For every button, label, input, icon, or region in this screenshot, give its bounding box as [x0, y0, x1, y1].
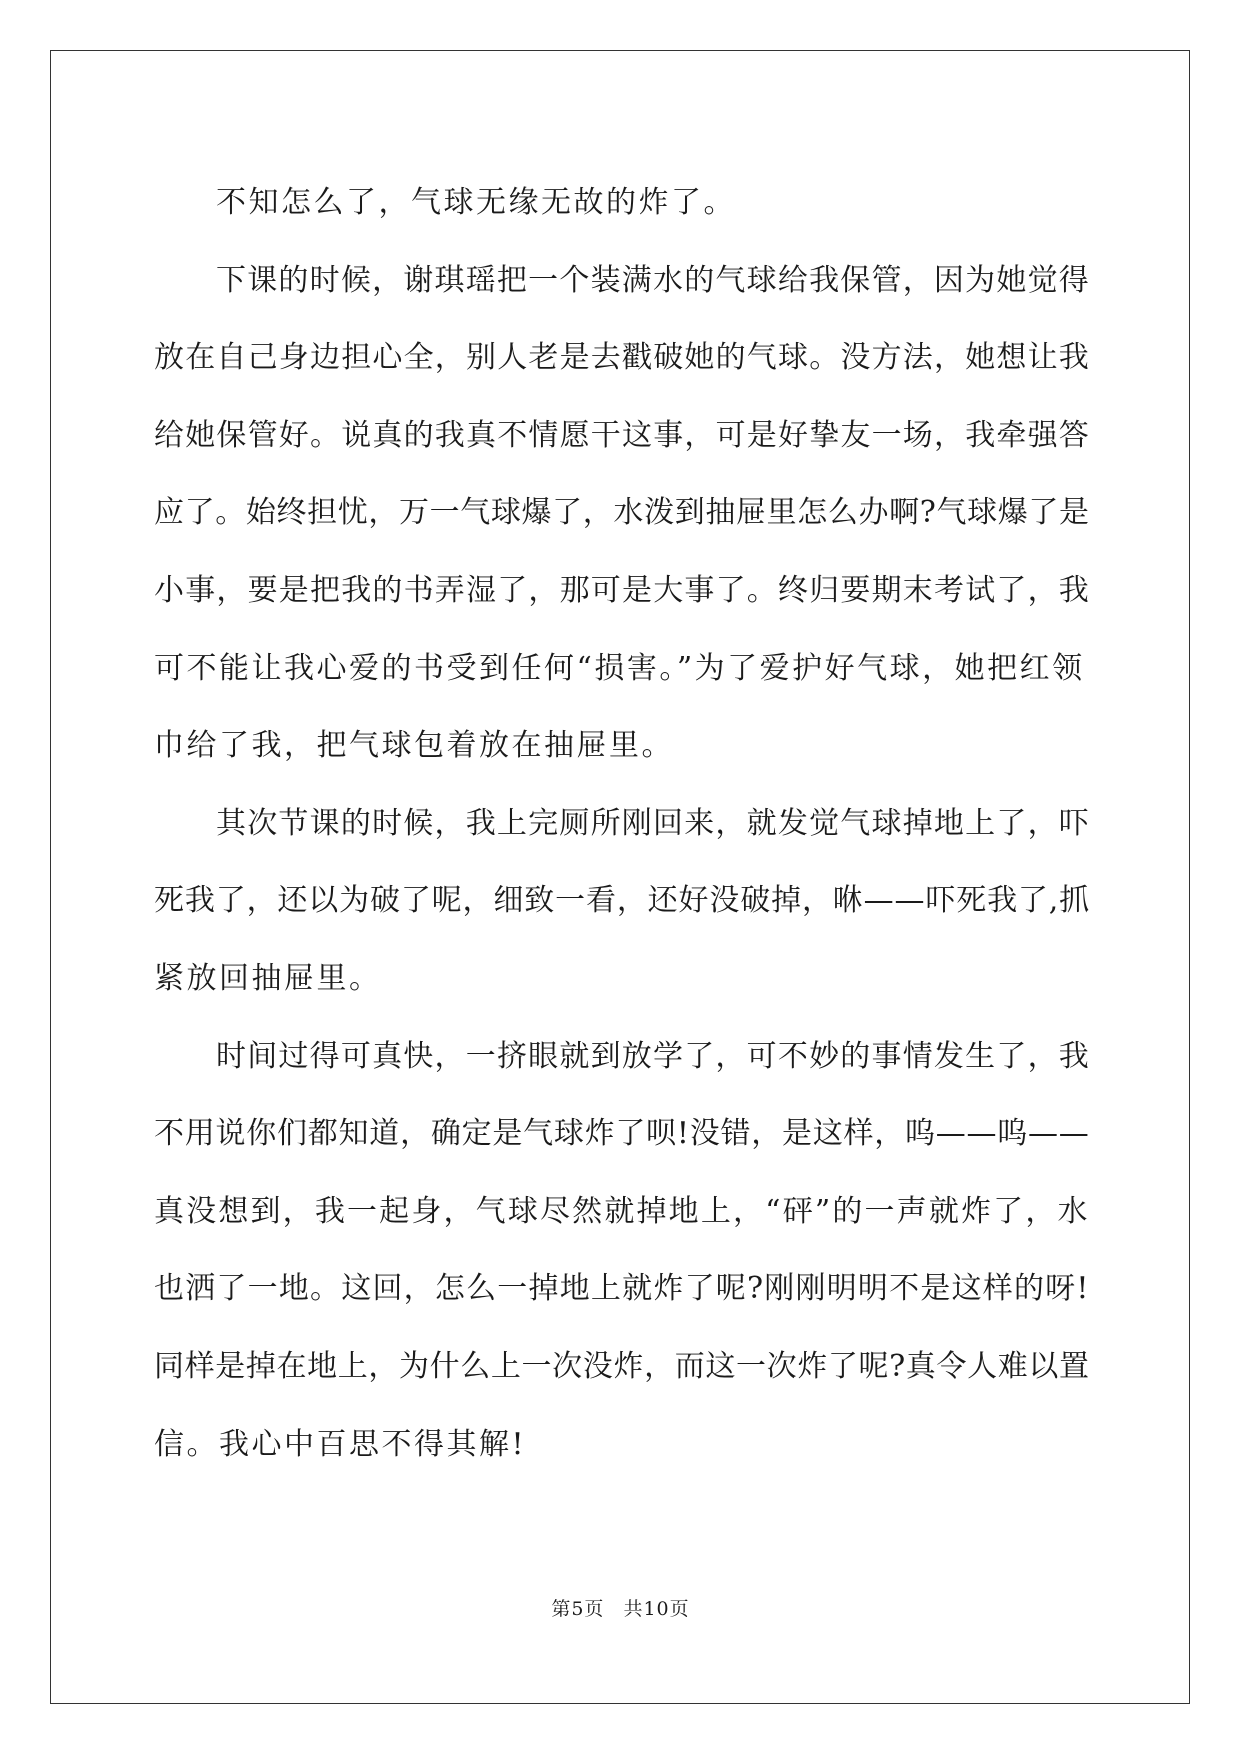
text-line: 应了。始终担忧，万一气球爆了，水泼到抽屉里怎么办啊?气球爆了是: [154, 495, 1090, 531]
text-line: 紧放回抽屉里。: [154, 960, 382, 996]
text-line: 下课的时候，谢琪瑶把一个装满水的气球给我保管，因为她觉得: [216, 262, 1090, 298]
text-line: 真没想到，我一起身，气球尽然就掉地上，“砰”的一声就炸了，水: [154, 1193, 1090, 1229]
document-body: [154, 164, 1090, 1483]
text-line: 给她保管好。说真的我真不情愿干这事，可是好挚友一场，我牵强答: [154, 417, 1090, 453]
text-line: 不知怎么了，气球无缘无故的炸了。: [216, 185, 736, 220]
text-line: 巾给了我，把气球包着放在抽屉里。: [154, 728, 674, 764]
paragraph-1: [154, 164, 1090, 242]
text-line: 同样是掉在地上，为什么上一次没炸，而这一次炸了呢?真令人难以置: [154, 1348, 1090, 1384]
paragraph-3: [154, 785, 1090, 1018]
text-line: 小事，要是把我的书弄湿了，那可是大事了。终归要期末考试了，我: [154, 572, 1090, 608]
text-line: 不用说你们都知道，确定是气球炸了呗!没错，是这样，呜——呜——: [154, 1116, 1090, 1152]
text-line: 时间过得可真快，一挤眼就到放学了，可不妙的事情发生了，我: [216, 1038, 1090, 1074]
text-line: 信。我心中百思不得其解!: [154, 1426, 527, 1462]
paragraph-4: [154, 1018, 1090, 1484]
text-line: 放在自己身边担心全，别人老是去戳破她的气球。没方法，她想让我: [154, 340, 1090, 376]
paragraph-2: [154, 242, 1090, 785]
text-line: 其次节课的时候，我上完厕所刚回来，就发觉气球掉地上了，吓: [216, 805, 1090, 841]
text-line: 可不能让我心爱的书受到任何“损害。”为了爱护好气球，她把红领: [154, 650, 1085, 686]
text-line: 也洒了一地。这回，怎么一掉地上就炸了呢?刚刚明明不是这样的呀!: [154, 1271, 1090, 1307]
text-line: 死我了，还以为破了呢，细致一看，还好没破掉，咻——吓死我了,抓: [154, 883, 1091, 919]
page-total: 共10页: [623, 1598, 690, 1620]
page-footer: [0, 1594, 1241, 1621]
page-number: 第5页: [551, 1598, 605, 1620]
